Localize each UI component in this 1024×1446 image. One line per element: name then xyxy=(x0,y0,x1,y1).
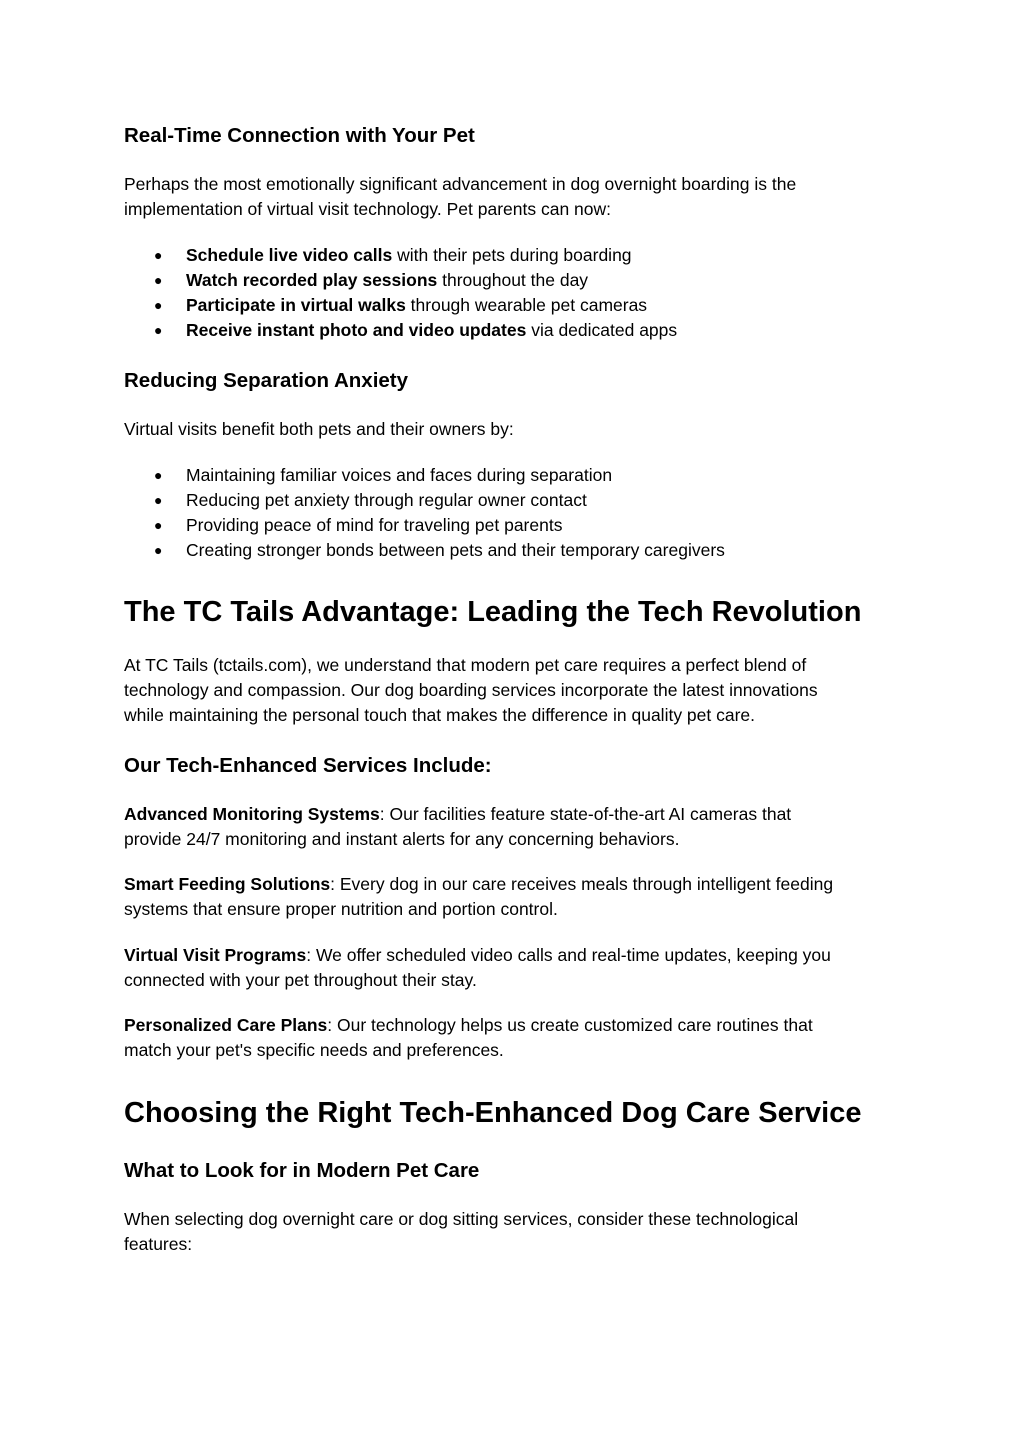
list-item-text: via dedicated apps xyxy=(526,320,678,340)
paragraph-line: features: xyxy=(124,1234,193,1254)
bullet-icon: ● xyxy=(154,467,163,483)
service-line xyxy=(124,872,833,897)
heading-tc-tails-advantage: The TC Tails Advantage: Leading the Tech Revolution xyxy=(124,596,862,628)
service-text: : We offer scheduled video calls and real-time updates, keeping you xyxy=(306,945,831,965)
paragraph-line: At TC Tails (tctails.com), we understand that modern pet care requires a perfect blend of xyxy=(124,655,807,675)
list-item-bold: Watch recorded play sessions xyxy=(186,270,438,290)
list-item-bold: Participate in virtual walks xyxy=(186,295,406,315)
list-item xyxy=(124,268,677,293)
realtime-bullet-list xyxy=(124,243,677,343)
bullet-icon: ● xyxy=(154,542,163,558)
list-item-bold: Schedule live video calls xyxy=(186,245,393,265)
bullet-icon: ● xyxy=(154,247,163,263)
heading-services: Our Tech-Enhanced Services Include: xyxy=(124,754,492,777)
bullet-icon: ● xyxy=(154,322,163,338)
service-line: match your pet's specific needs and preferences. xyxy=(124,1040,504,1060)
paragraph-line: Perhaps the most emotionally significant advancement in dog overnight boarding is the xyxy=(124,174,797,194)
list-item-text: with their pets during boarding xyxy=(392,245,632,265)
service-line: provide 24/7 monitoring and instant alerts for any concerning behaviors. xyxy=(124,829,680,849)
service-text: : Every dog in our care receives meals through intelligent feeding xyxy=(330,874,834,894)
heading-separation-anxiety: Reducing Separation Anxiety xyxy=(124,369,409,392)
list-item-text: Reducing pet anxiety through regular owner contact xyxy=(186,490,587,510)
service-name: Personalized Care Plans xyxy=(124,1015,328,1035)
list-item-text: through wearable pet cameras xyxy=(405,295,648,315)
service-text: : Our technology helps us create customized care routines that xyxy=(327,1015,813,1035)
list-item xyxy=(124,488,725,513)
service-name: Advanced Monitoring Systems xyxy=(124,804,380,824)
service-line xyxy=(124,802,791,827)
list-item-text: Maintaining familiar voices and faces during separation xyxy=(186,465,613,485)
service-line: systems that ensure proper nutrition and portion control. xyxy=(124,899,558,919)
heading-realtime-connection: Real-Time Connection with Your Pet xyxy=(124,124,475,147)
list-item-text: Creating stronger bonds between pets and their temporary caregivers xyxy=(186,540,725,560)
service-line xyxy=(124,943,831,968)
service-line: connected with your pet throughout their stay. xyxy=(124,970,477,990)
list-item xyxy=(124,318,677,343)
bullet-icon: ● xyxy=(154,492,163,508)
service-name: Smart Feeding Solutions xyxy=(124,874,331,894)
service-text: : Our facilities feature state-of-the-art AI cameras that xyxy=(379,804,792,824)
list-item xyxy=(124,243,677,268)
bullet-icon: ● xyxy=(154,517,163,533)
list-item-bold: Receive instant photo and video updates xyxy=(186,320,527,340)
service-line xyxy=(124,1013,813,1038)
heading-choosing-service: Choosing the Right Tech-Enhanced Dog Care Service xyxy=(124,1097,862,1129)
heading-what-to-look-for: What to Look for in Modern Pet Care xyxy=(124,1159,480,1182)
list-item xyxy=(124,513,725,538)
bullet-icon: ● xyxy=(154,297,163,313)
paragraph-line: Virtual visits benefit both pets and their owners by: xyxy=(124,419,514,439)
list-item xyxy=(124,538,725,563)
service-name: Virtual Visit Programs xyxy=(124,945,307,965)
bullet-icon: ● xyxy=(154,272,163,288)
list-item xyxy=(124,463,725,488)
paragraph-line: technology and compassion. Our dog boarding services incorporate the latest innovations xyxy=(124,680,818,700)
paragraph-line: while maintaining the personal touch that makes the difference in quality pet care. xyxy=(124,705,756,725)
list-item-text: throughout the day xyxy=(437,270,589,290)
list-item xyxy=(124,293,677,318)
paragraph-line: When selecting dog overnight care or dog sitting services, consider these technological xyxy=(124,1209,799,1229)
paragraph-line: implementation of virtual visit technology. Pet parents can now: xyxy=(124,199,612,219)
anxiety-bullet-list xyxy=(124,463,725,563)
list-item-text: Providing peace of mind for traveling pet parents xyxy=(186,515,563,535)
